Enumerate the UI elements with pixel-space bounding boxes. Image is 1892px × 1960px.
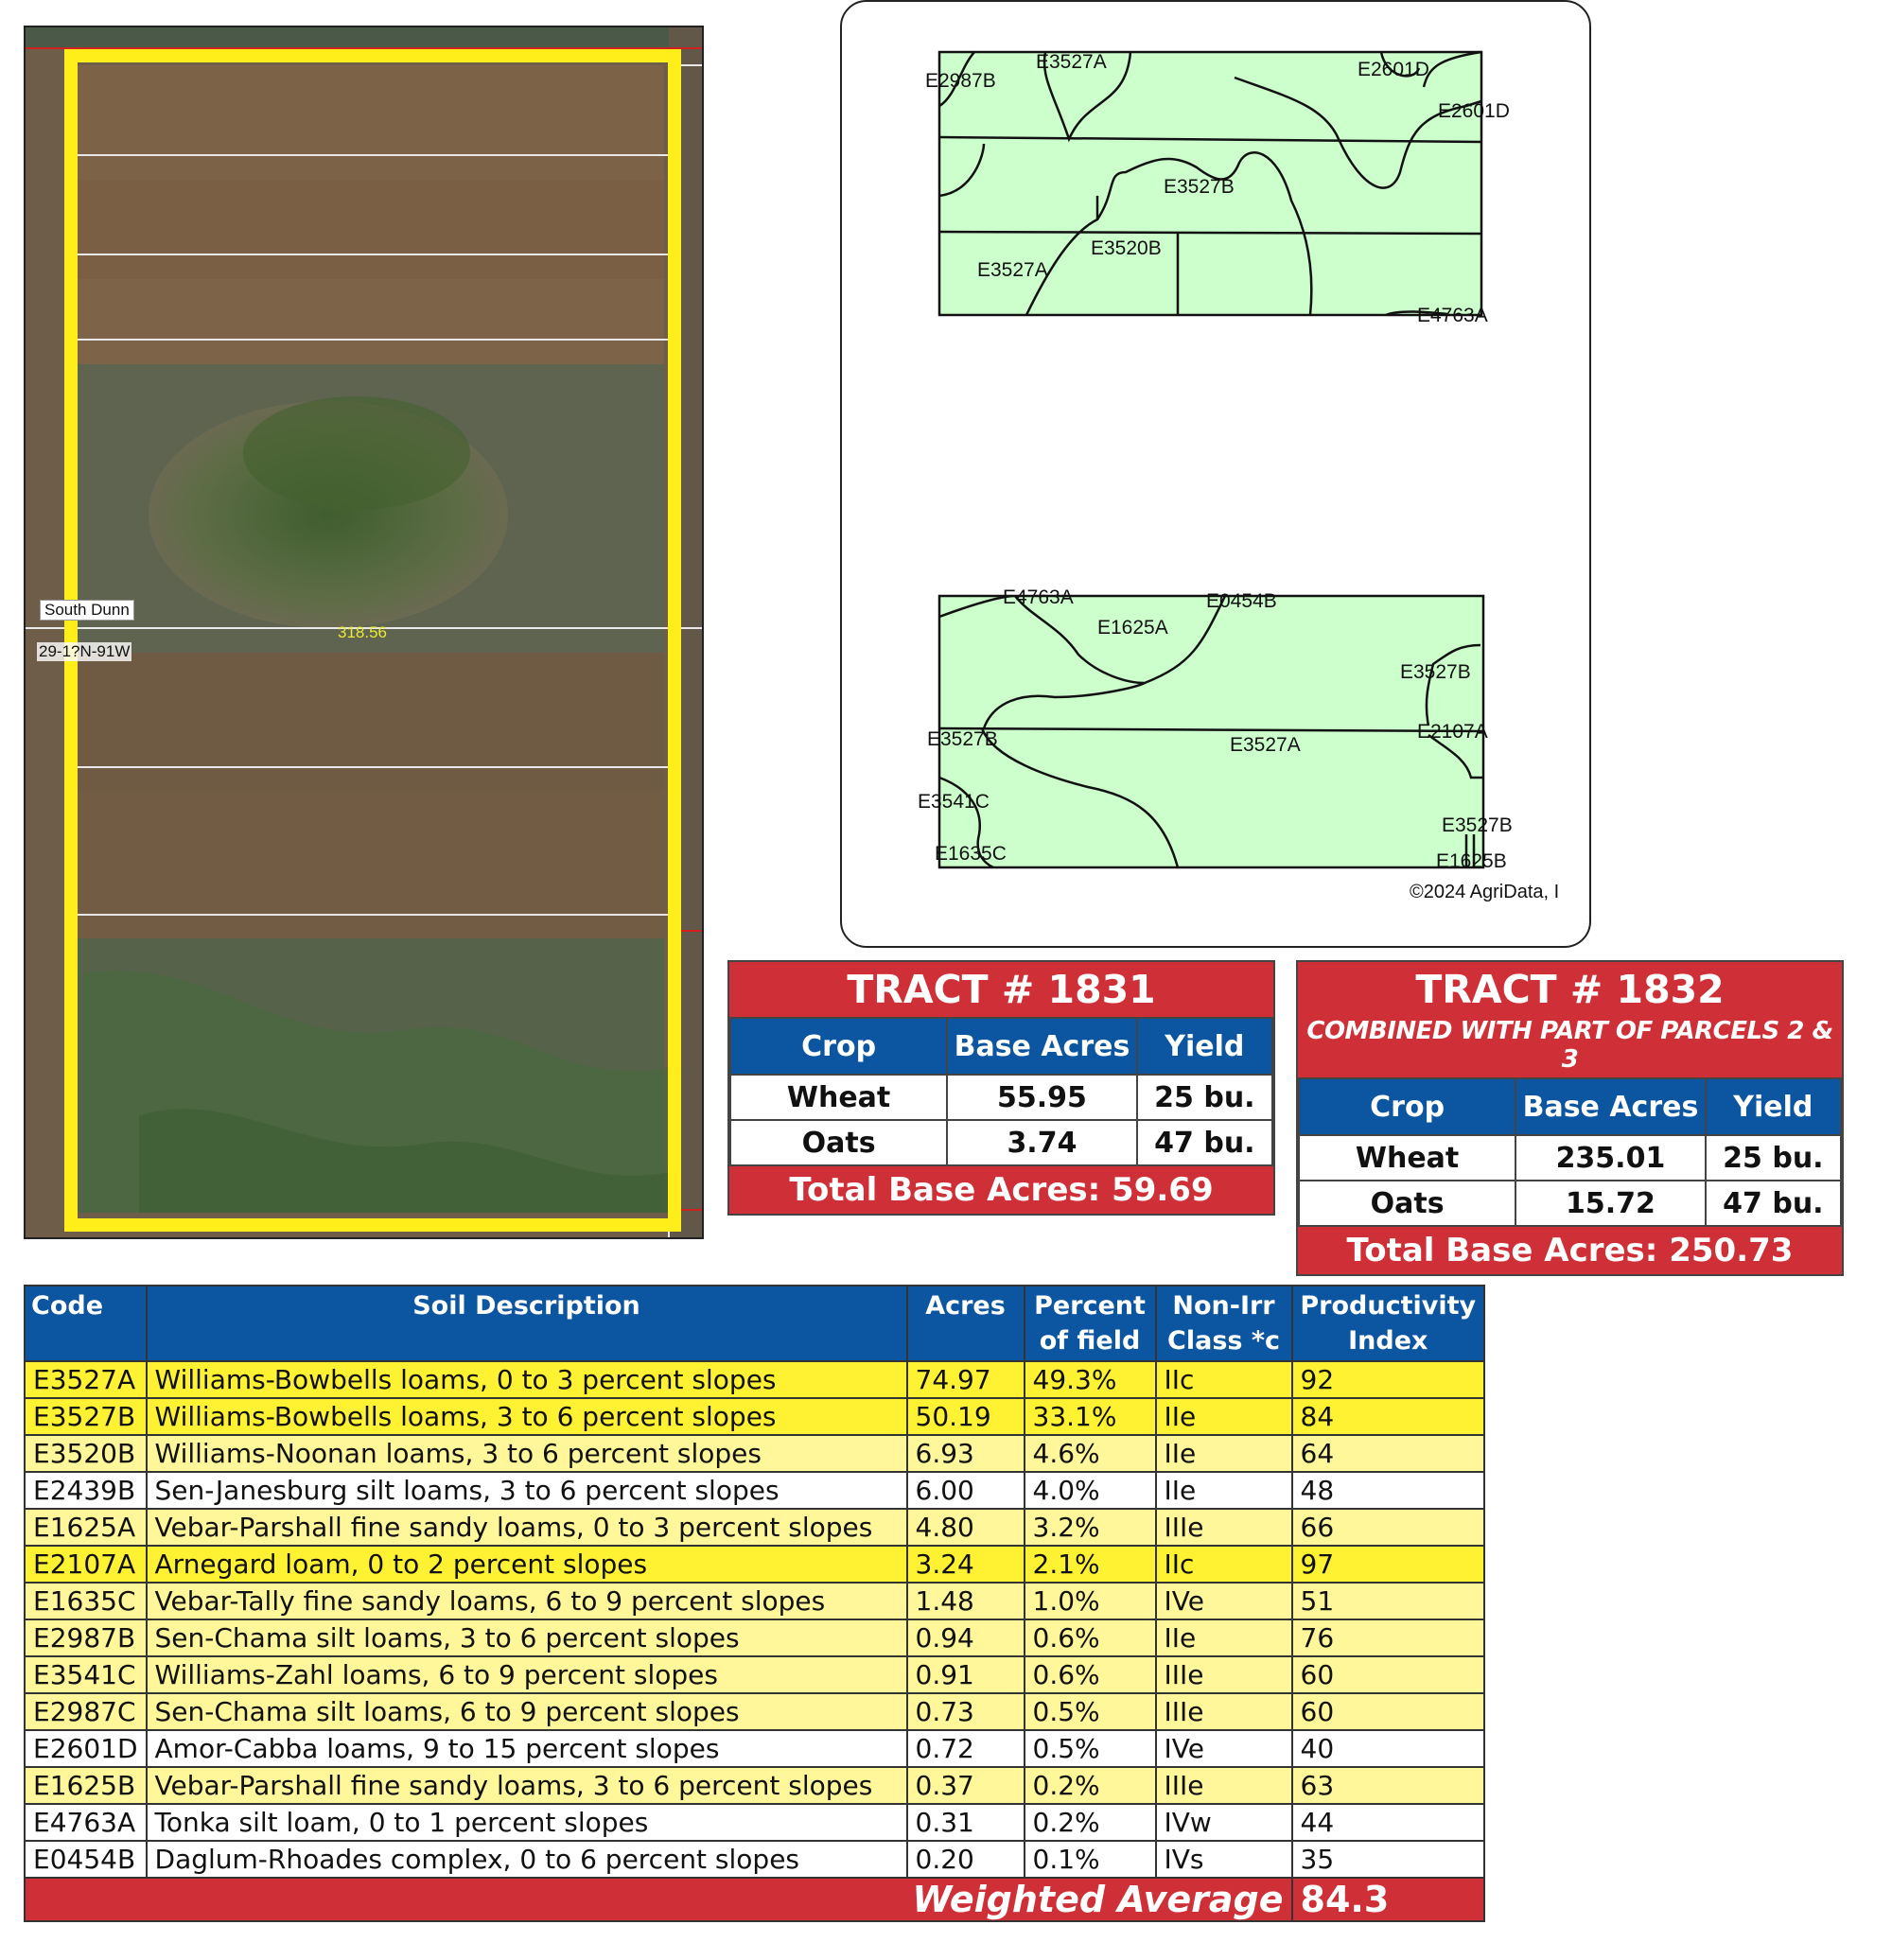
soil-label: E3527B [1400,661,1471,683]
header-productivity: Productivity Index [1292,1286,1484,1361]
table-row [25,1398,1484,1435]
soil-map [840,0,1591,948]
soil-code: E1635C [25,1583,147,1619]
soil-label: E3527B [927,728,998,750]
soil-acres: 0.73 [907,1693,1025,1730]
soil-percent: 0.1% [1025,1841,1156,1878]
soil-class: IIIe [1156,1509,1292,1546]
weighted-average-value: 84.3 [1292,1878,1484,1921]
total-base-acres: Total Base Acres: 250.73 [1298,1227,1842,1274]
soil-description: Vebar-Parshall fine sandy loams, 0 to 3 percent slopes [147,1509,907,1546]
copyright-label: ©2024 AgriData, I [1410,882,1560,902]
table-row [25,1361,1484,1398]
soil-description: Williams-Bowbells loams, 0 to 3 percent slopes [147,1361,907,1398]
soil-description: Sen-Janesburg silt loams, 3 to 6 percent slopes [147,1472,907,1509]
soil-label: E4763A [1003,586,1074,608]
soil-acres: 0.91 [907,1656,1025,1693]
soil-label: E3541C [918,791,990,813]
soil-label: E0454B [1206,590,1277,612]
header-base-acres: Base Acres [947,1018,1137,1075]
soil-description: Sen-Chama silt loams, 3 to 6 percent slopes [147,1619,907,1656]
soil-class: IIc [1156,1361,1292,1398]
soil-code: E1625A [25,1509,147,1546]
table-row [25,1693,1484,1730]
soil-acres: 0.37 [907,1767,1025,1804]
soil-productivity: 64 [1292,1435,1484,1472]
soil-productivity: 97 [1292,1546,1484,1583]
soil-code: E2987B [25,1619,147,1656]
soil-code: E0454B [25,1841,147,1878]
soil-productivity: 44 [1292,1804,1484,1841]
acres-label: 318.56 [338,623,387,641]
soil-percent: 0.2% [1025,1804,1156,1841]
soil-label: E1625A [1097,617,1168,639]
table-row: Wheat 235.01 25 bu. [1299,1135,1841,1181]
soil-acres: 3.24 [907,1546,1025,1583]
header-yield: Yield [1137,1018,1272,1075]
soil-acres: 1.48 [907,1583,1025,1619]
soil-acres: 0.31 [907,1804,1025,1841]
header-base-acres: Base Acres [1515,1078,1706,1135]
soil-class: IIIe [1156,1693,1292,1730]
soil-code: E2439B [25,1472,147,1509]
soil-code: E2107A [25,1546,147,1583]
table-row [25,1546,1484,1583]
table-row: Wheat 55.95 25 bu. [730,1075,1272,1120]
soil-percent: 49.3% [1025,1361,1156,1398]
soil-class: IIc [1156,1546,1292,1583]
soil-label: E2601D [1438,100,1510,122]
table-row [25,1509,1484,1546]
soil-productivity: 63 [1292,1767,1484,1804]
soil-class: IIIe [1156,1656,1292,1693]
soil-label: E3527B [1442,814,1513,836]
soil-description: Vebar-Parshall fine sandy loams, 3 to 6 percent slopes [147,1767,907,1804]
soil-table [24,1285,1485,1922]
soil-percent: 0.6% [1025,1619,1156,1656]
header-code: Code [25,1286,147,1361]
soil-productivity: 35 [1292,1841,1484,1878]
header-crop: Crop [1299,1078,1515,1135]
soil-label: E3527A [1036,51,1107,73]
soil-acres: 4.80 [907,1509,1025,1546]
soil-description: Sen-Chama silt loams, 6 to 9 percent slopes [147,1693,907,1730]
soil-class: IIe [1156,1472,1292,1509]
soil-label: E3527B [1164,176,1235,198]
table-row [25,1583,1484,1619]
soil-class: IVe [1156,1730,1292,1767]
table-row [25,1472,1484,1509]
table-row [25,1804,1484,1841]
table-row [25,1656,1484,1693]
header-acres: Acres [907,1286,1025,1361]
soil-productivity: 40 [1292,1730,1484,1767]
soil-percent: 0.2% [1025,1767,1156,1804]
header-crop: Crop [730,1018,947,1075]
soil-label: E2987B [925,70,996,92]
soil-acres: 6.00 [907,1472,1025,1509]
soil-acres: 0.20 [907,1841,1025,1878]
soil-label: E4763A [1417,305,1488,326]
soil-acres: 50.19 [907,1398,1025,1435]
soil-percent: 3.2% [1025,1509,1156,1546]
soil-description: Amor-Cabba loams, 9 to 15 percent slopes [147,1730,907,1767]
table-row: Oats 15.72 47 bu. [1299,1181,1841,1226]
soil-class: IIe [1156,1435,1292,1472]
soil-percent: 2.1% [1025,1546,1156,1583]
soil-code: E2987C [25,1693,147,1730]
soil-description: Arnegard loam, 0 to 2 percent slopes [147,1546,907,1583]
soil-acres: 0.94 [907,1619,1025,1656]
soil-description: Vebar-Tally fine sandy loams, 6 to 9 percent slopes [147,1583,907,1619]
table-row [25,1767,1484,1804]
tract-1831-table [727,960,1275,1216]
soil-description: Daglum-Rhoades complex, 0 to 6 percent slopes [147,1841,907,1878]
soil-class: IIIe [1156,1767,1292,1804]
soil-class: IVe [1156,1583,1292,1619]
soil-label: E2107A [1417,721,1488,743]
soil-productivity: 76 [1292,1619,1484,1656]
soil-label: E3527A [977,259,1048,281]
table-row [25,1619,1484,1656]
soil-label: E1625B [1436,850,1507,872]
header-soil-description: Soil Description [147,1286,907,1361]
soil-label: E3520B [1091,237,1162,259]
soil-description: Williams-Noonan loams, 3 to 6 percent slopes [147,1435,907,1472]
soil-acres: 74.97 [907,1361,1025,1398]
soil-code: E3527A [25,1361,147,1398]
soil-class: IVs [1156,1841,1292,1878]
soil-code: E3527B [25,1398,147,1435]
header-class: Non-Irr Class *c [1156,1286,1292,1361]
weighted-average-label: Weighted Average [25,1878,1292,1921]
header-yield: Yield [1706,1078,1841,1135]
aerial-photo [24,26,704,1239]
soil-productivity: 60 [1292,1693,1484,1730]
soil-productivity: 48 [1292,1472,1484,1509]
soil-percent: 4.6% [1025,1435,1156,1472]
township-label: 29-1?N-91W [39,642,131,660]
soil-label: E2601D [1358,59,1429,80]
soil-code: E2601D [25,1730,147,1767]
table-row [25,1841,1484,1878]
soil-description: Williams-Zahl loams, 6 to 9 percent slopes [147,1656,907,1693]
soil-class: IIe [1156,1619,1292,1656]
soil-description: Tonka silt loam, 0 to 1 percent slopes [147,1804,907,1841]
soil-percent: 0.6% [1025,1656,1156,1693]
tract-title: TRACT # 1831 [847,967,1156,1012]
soil-class: IIe [1156,1398,1292,1435]
soil-label: E3527A [1230,734,1301,756]
soil-code: E4763A [25,1804,147,1841]
soil-percent: 0.5% [1025,1730,1156,1767]
soil-productivity: 66 [1292,1509,1484,1546]
table-row [25,1730,1484,1767]
soil-label: E1635C [935,843,1007,865]
soil-description: Williams-Bowbells loams, 3 to 6 percent slopes [147,1398,907,1435]
soil-productivity: 60 [1292,1656,1484,1693]
table-row: Oats 3.74 47 bu. [730,1120,1272,1165]
total-base-acres: Total Base Acres: 59.69 [729,1166,1273,1214]
soil-productivity: 84 [1292,1398,1484,1435]
header-percent: Percent of field [1025,1286,1156,1361]
soil-percent: 33.1% [1025,1398,1156,1435]
soil-productivity: 51 [1292,1583,1484,1619]
soil-percent: 1.0% [1025,1583,1156,1619]
soil-productivity: 92 [1292,1361,1484,1398]
location-label: South Dunn [40,600,134,621]
tract-subtitle: COMBINED WITH PART OF PARCELS 2 & 3 [1306,1017,1833,1074]
tract-1832-table [1296,960,1844,1276]
soil-percent: 0.5% [1025,1693,1156,1730]
soil-percent: 4.0% [1025,1472,1156,1509]
soil-class: IVw [1156,1804,1292,1841]
soil-code: E3541C [25,1656,147,1693]
soil-acres: 6.93 [907,1435,1025,1472]
soil-code: E3520B [25,1435,147,1472]
soil-acres: 0.72 [907,1730,1025,1767]
table-row [25,1435,1484,1472]
tract-title: TRACT # 1832 [1415,967,1725,1012]
soil-code: E1625B [25,1767,147,1804]
